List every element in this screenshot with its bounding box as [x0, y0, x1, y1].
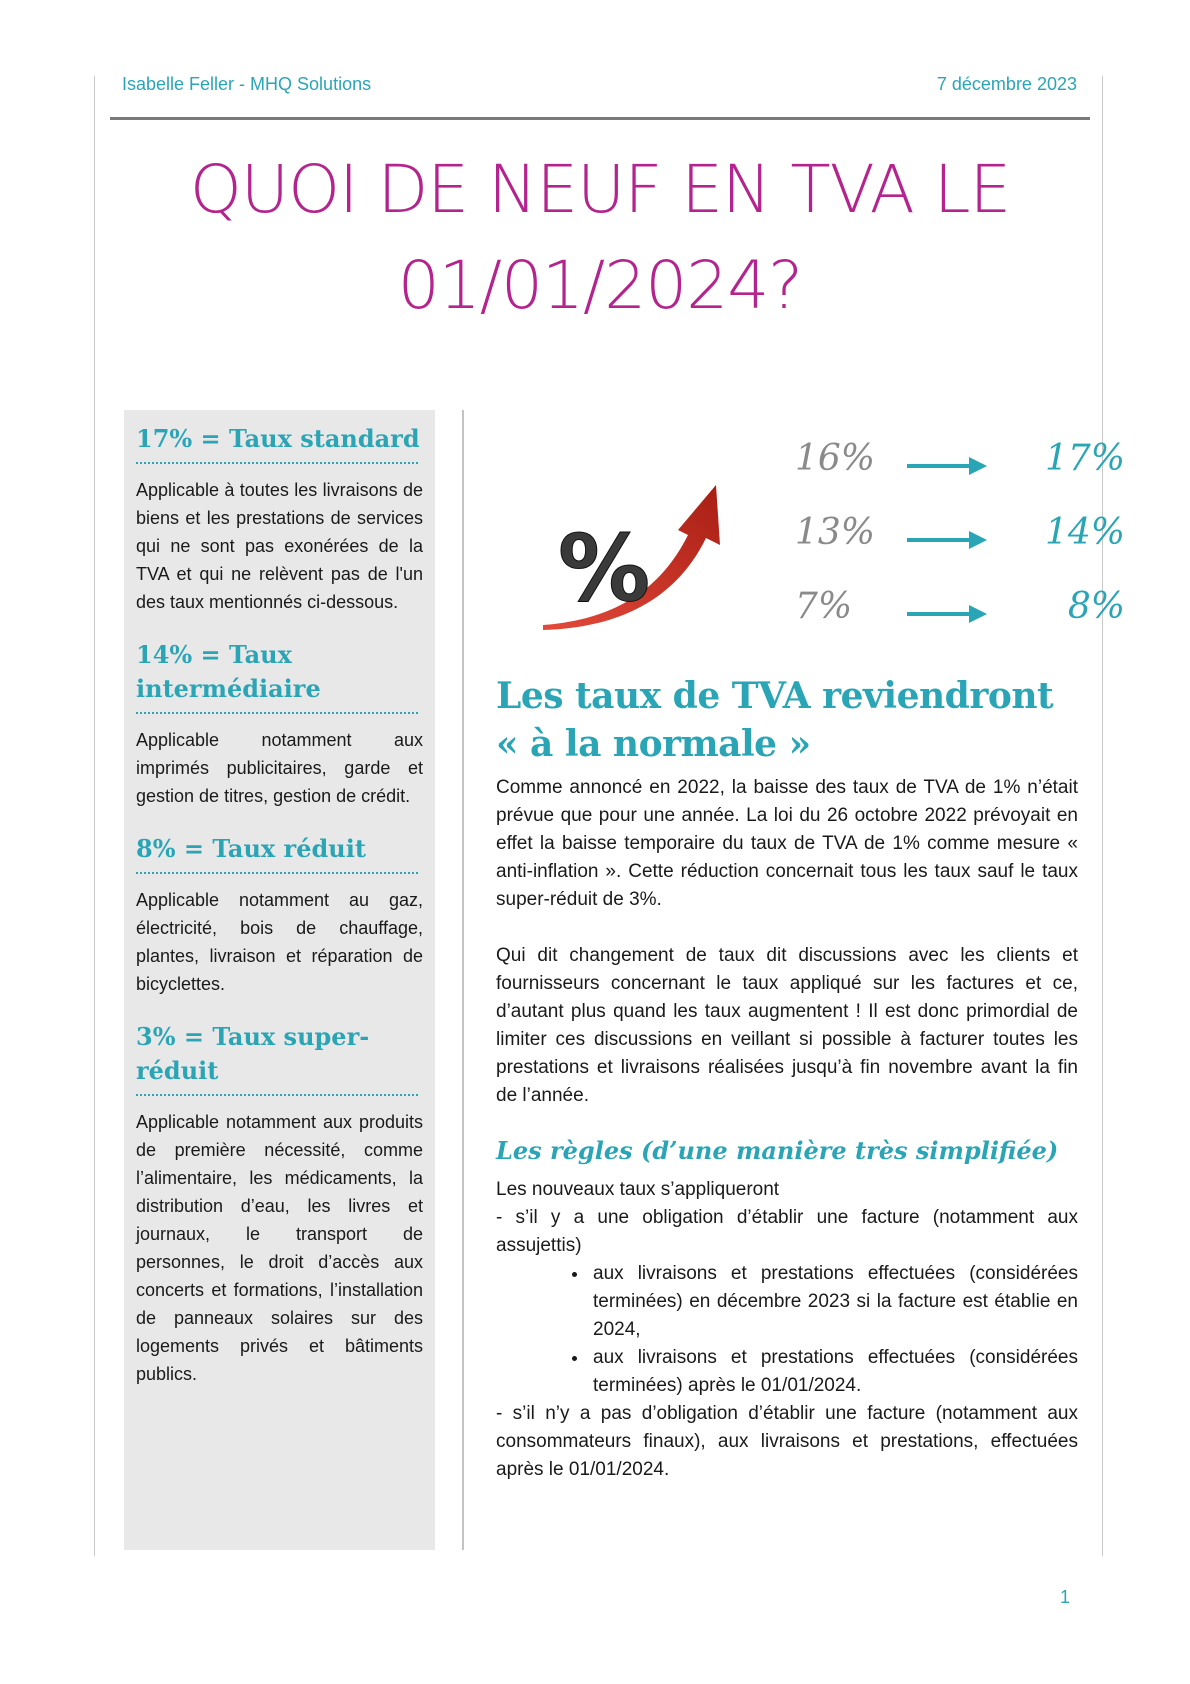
svg-text:%: % [558, 515, 651, 622]
dotted-divider [136, 868, 418, 874]
page-title-line1: QUOI DE NEUF EN TVA LE [189, 151, 1011, 228]
arrow-right-icon [907, 454, 987, 478]
header-date: 7 décembre 2023 [936, 74, 1077, 94]
page-number: 1 [1059, 1587, 1070, 1607]
main-heading [496, 672, 1096, 768]
dotted-divider [136, 708, 418, 714]
sidebar-section-super-reduced [136, 1020, 423, 1388]
rules-intro: Les nouveaux taux s’appliqueront [496, 1179, 780, 1200]
page-title-line2: 01/01/2024? [397, 247, 803, 324]
arrow-right-icon [907, 602, 987, 626]
section-text: Applicable notamment aux imprimés publicitaires, garde et gestion de titres, gestion de crédit. [136, 730, 423, 806]
main-heading-line1: Les taux de TVA reviendront [496, 675, 1054, 717]
section-text: Applicable notamment aux produits de première nécessité, comme l’alimentaire, les médicaments, la distribution d’eau, les livres et journaux, le transport de personnes, le droit d’accès aux concerts et formations, l’installation de panneaux solaires sur des logements privés et bâtiments publics. [136, 1112, 423, 1384]
paragraph-discussion: Qui dit changement de taux dit discussions avec les clients et fournisseurs concernant le taux appliqué sur les factures et ce, d’autant plus quand les taux augmentent ! Il est donc primordial de limiter ces discussions en veillant si possible à facturer toutes les prestations et livraisons réalisées jusqu’à fin novembre avant la fin de l’année. [496, 945, 1078, 1106]
section-heading: 14% = Taux intermédiaire [136, 640, 321, 703]
section-text: Applicable à toutes les livraisons de biens et les prestations de services qui ne sont pas exonérées de la TVA et qui ne relèvent pas de l'un des taux mentionnés ci-dessous. [136, 480, 423, 612]
paragraph-intro: Comme annoncé en 2022, la baisse des taux de TVA de 1% n’était prévue que pour une année. La loi du 26 octobre 2022 prévoyait en effet la baisse temporaire du taux de TVA de 1% comme mesure « anti-inflation ». Cette réduction concernait tous les taux sauf le taux super-réduit de 3%. [496, 777, 1078, 910]
percent-rising-arrow-icon [538, 480, 738, 630]
sidebar-section-intermediate [136, 638, 423, 810]
column-divider [462, 410, 464, 1550]
page-border-right [1102, 76, 1103, 1556]
section-heading: 17% = Taux standard [136, 424, 420, 453]
list-item: • aux livraisons et prestations effectuées (considérées terminées) en décembre 2023 si la facture est établie en 2024, [589, 1260, 1078, 1344]
main-heading-line2: « à la normale » [496, 723, 811, 765]
list-item: • aux livraisons et prestations effectuées (considérées terminées) après le 01/01/2024. [589, 1344, 1078, 1400]
section-heading: 3% = Taux super-réduit [136, 1022, 370, 1085]
sidebar-rates [124, 410, 435, 1550]
page-border-left [94, 76, 95, 1556]
sidebar-section-standard [136, 422, 423, 616]
rate-new: 8% [1067, 586, 1125, 627]
rate-old: 13% [795, 512, 876, 553]
sidebar-section-reduced [136, 832, 423, 998]
page-title [110, 142, 1090, 334]
header-author: Isabelle Feller - MHQ Solutions [122, 74, 372, 94]
dotted-divider [136, 1090, 418, 1096]
section-heading: 8% = Taux réduit [136, 834, 366, 863]
rules-body [496, 1176, 1078, 1484]
rate-old: 16% [795, 438, 876, 479]
header-divider [110, 117, 1090, 120]
rate-new: 14% [1044, 512, 1125, 553]
rate-old: 7% [795, 586, 853, 627]
rules-case-invoice: - s’il y a une obligation d’établir une facture (notamment aux assujettis) [496, 1207, 1078, 1256]
rules-case-no-invoice: - s’il n’y a pas d’obligation d’établir une facture (notamment aux consommateurs finaux), aux livraisons et prestations, effectuées après le 01/01/2024. [496, 1403, 1078, 1480]
dotted-divider [136, 458, 418, 464]
rules-bullet-list [496, 1260, 1078, 1400]
section-text: Applicable notamment au gaz, électricité, bois de chauffage, plantes, livraison et réparation de bicyclettes. [136, 890, 423, 994]
rate-new: 17% [1044, 438, 1125, 479]
rules-heading: Les règles (d’une manière très simplifiée) [496, 1136, 1059, 1165]
arrow-right-icon [907, 528, 987, 552]
